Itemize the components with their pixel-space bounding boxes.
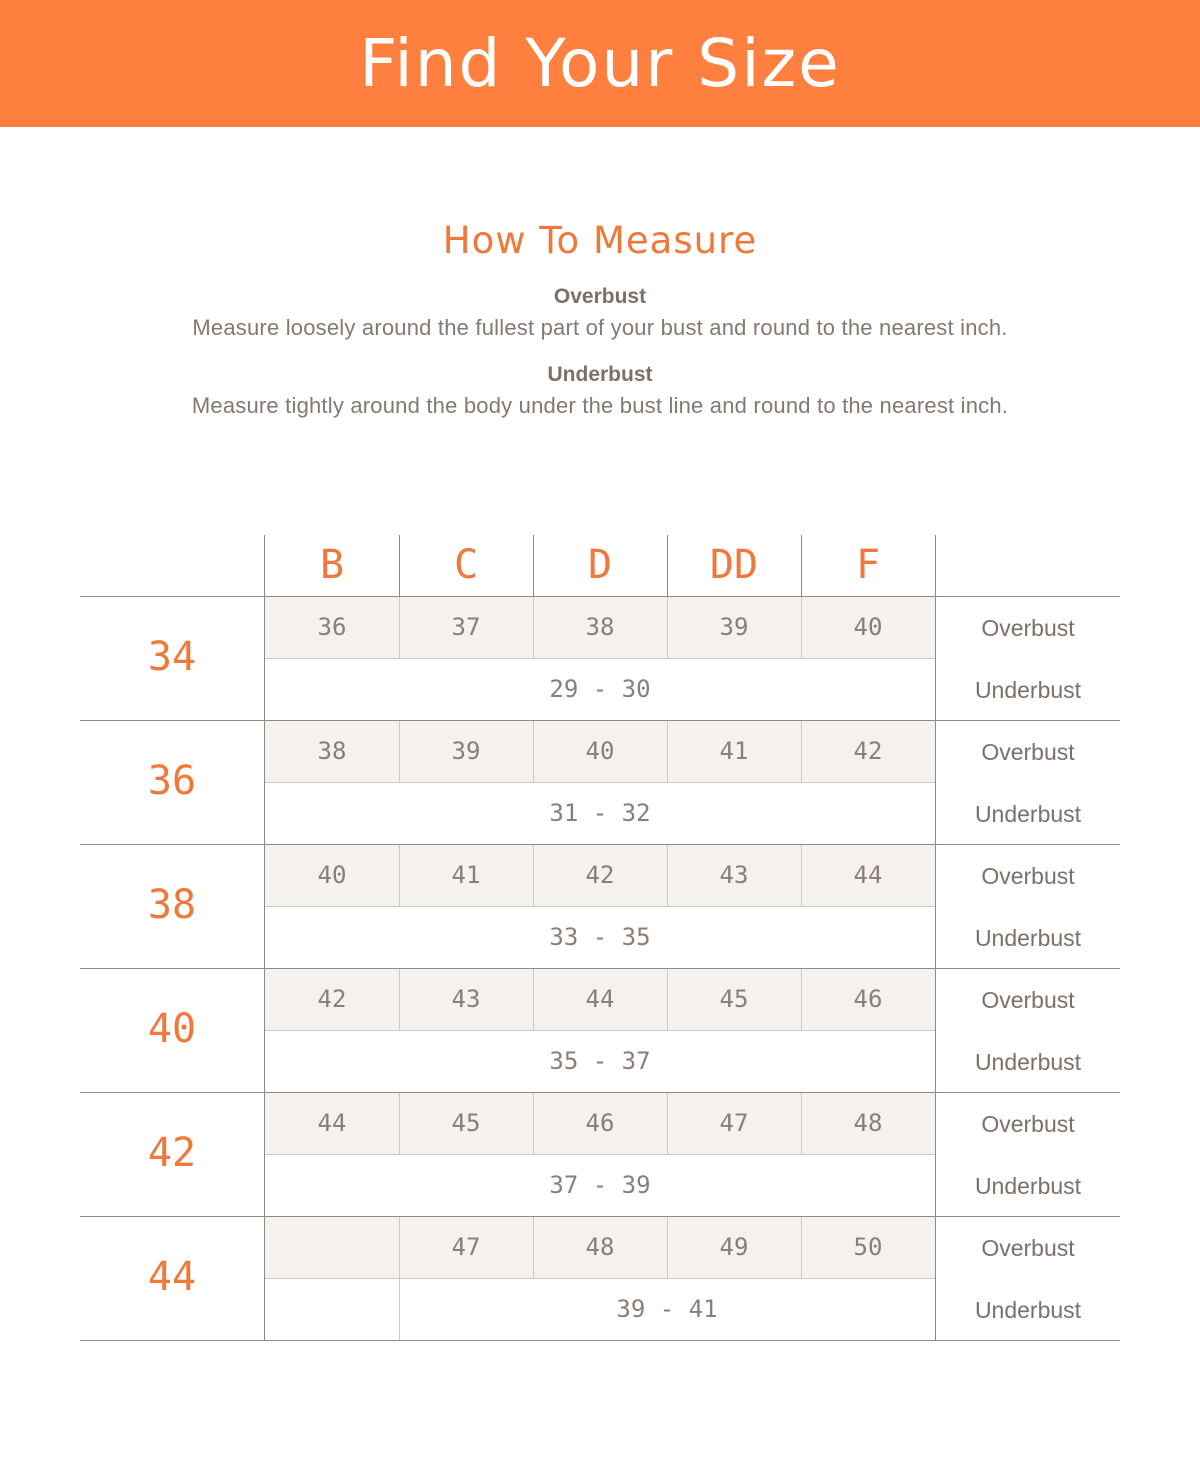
overbust-value: 40: [853, 613, 883, 641]
overbust-value: 44: [585, 985, 615, 1013]
band-size: 44: [147, 1254, 197, 1300]
overbust-value: 38: [317, 737, 347, 765]
overbust-value: 43: [719, 861, 749, 889]
section-heading: How To Measure: [442, 219, 758, 262]
overbust-label: Overbust: [981, 739, 1075, 765]
overbust-label: Overbust: [981, 615, 1075, 641]
overbust-value: 37: [451, 613, 481, 641]
row-separator: [80, 968, 1120, 969]
underbust-term: Underbust: [547, 363, 653, 386]
row-separator: [80, 1216, 1120, 1217]
row-separator: [80, 596, 1120, 597]
row-divider: [265, 658, 935, 659]
overbust-value: 47: [451, 1233, 481, 1261]
row-divider: [265, 782, 935, 783]
overbust-value: 48: [585, 1233, 615, 1261]
underbust-label: Underbust: [974, 677, 1082, 703]
cup-header-b: B: [319, 542, 345, 588]
cup-header-c: C: [453, 542, 479, 588]
band-size: 42: [147, 1130, 197, 1176]
overbust-label: Overbust: [981, 987, 1075, 1013]
row-separator: [80, 720, 1120, 721]
overbust-value: 43: [451, 985, 481, 1013]
band-size: 34: [147, 634, 197, 680]
overbust-label: Overbust: [981, 1111, 1075, 1137]
header-divider: [399, 535, 400, 596]
overbust-value: 40: [317, 861, 347, 889]
overbust-term: Overbust: [553, 285, 647, 308]
table-bottom-border: [80, 1340, 1120, 1341]
row-separator: [80, 1092, 1120, 1093]
overbust-value: 48: [853, 1109, 883, 1137]
overbust-value: 50: [853, 1233, 883, 1261]
overbust-value: 45: [719, 985, 749, 1013]
band-size: 38: [147, 882, 197, 928]
underbust-range: 29 - 30: [549, 675, 651, 703]
row-divider: [265, 906, 935, 907]
underbust-label: Underbust: [974, 1297, 1082, 1323]
overbust-value: 44: [853, 861, 883, 889]
row-separator: [80, 844, 1120, 845]
underbust-range: 35 - 37: [549, 1047, 651, 1075]
overbust-value: 49: [719, 1233, 749, 1261]
overbust-value: 41: [719, 737, 749, 765]
overbust-value: 40: [585, 737, 615, 765]
band-size: 40: [147, 1006, 197, 1052]
overbust-value: 36: [317, 613, 347, 641]
overbust-value: 39: [451, 737, 481, 765]
underbust-label: Underbust: [974, 925, 1082, 951]
overbust-value: 44: [317, 1109, 347, 1137]
underbust-label: Underbust: [974, 1173, 1082, 1199]
overbust-value: 42: [585, 861, 615, 889]
band-column-border: [264, 535, 265, 1340]
underbust-label: Underbust: [974, 801, 1082, 827]
overbust-value: 42: [853, 737, 883, 765]
overbust-label: Overbust: [981, 1235, 1075, 1261]
overbust-value: 42: [317, 985, 347, 1013]
underbust-range: 31 - 32: [549, 799, 651, 827]
label-column-border: [935, 535, 936, 1340]
header-divider: [533, 535, 534, 596]
overbust-value: 39: [719, 613, 749, 641]
underbust-label: Underbust: [974, 1049, 1082, 1075]
overbust-value: 46: [853, 985, 883, 1013]
overbust-value: 47: [719, 1109, 749, 1137]
overbust-description: Measure loosely around the fullest part of your bust and round to the nearest inch.: [192, 315, 1008, 340]
overbust-label: Overbust: [981, 863, 1075, 889]
underbust-description: Measure tightly around the body under the bust line and round to the nearest inch.: [191, 393, 1009, 418]
overbust-value: 46: [585, 1109, 615, 1137]
overbust-value: 38: [585, 613, 615, 641]
underbust-range: 39 - 41: [616, 1295, 718, 1323]
row-divider: [265, 1030, 935, 1031]
band-size: 36: [147, 758, 197, 804]
overbust-value: 41: [451, 861, 481, 889]
header-divider: [667, 535, 668, 596]
page-title: Find Your Size: [359, 25, 841, 102]
underbust-range: 33 - 35: [549, 923, 651, 951]
row-divider: [265, 1278, 935, 1279]
row-divider: [265, 1154, 935, 1155]
overbust-value: 45: [451, 1109, 481, 1137]
header-divider: [801, 535, 802, 596]
cup-header-d: D: [587, 542, 613, 588]
underbust-range: 37 - 39: [549, 1171, 651, 1199]
cup-header-f: F: [855, 542, 881, 588]
cup-header-dd: DD: [709, 542, 759, 588]
